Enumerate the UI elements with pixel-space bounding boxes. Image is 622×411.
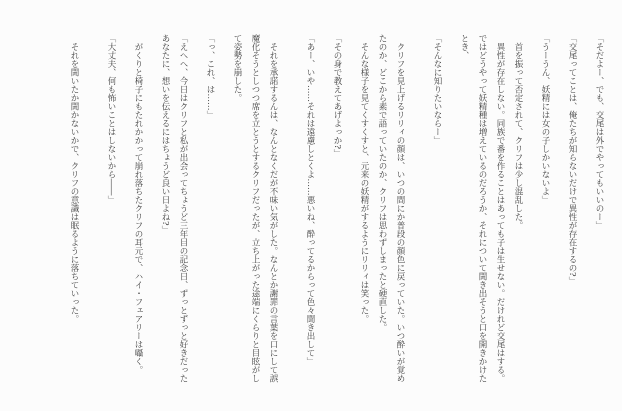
- paragraph: 「そんなに知りたいならー」: [432, 34, 442, 145]
- paragraph: 「えへへ、今日はクリフと私が出会ってちょうど三年目の記念日、ずっとずっと好きだったあなたに、想いを伝えるにはちょうど良い日よね?」: [160, 34, 188, 383]
- paragraph: 首を振って否定されて、クリフは少し混乱した。: [513, 34, 523, 230]
- paragraph: 「っ、これ、は……」: [205, 34, 215, 119]
- paragraph: 異性が存在しない。同族で番を作ることはあっても子は生せない。だけれど交尾はする。ではどうやって妖精種は増えているのだろうか、それについて聞き出そうと口を開きかけたとき、: [459, 34, 505, 383]
- paragraph: それを承諾するんは、なんとなくだが不味い気がした。なんとか謝罪の言葉を口にして誤魔化そうとしつつ席を立とうとするクリフだったが、立ち上がった途端にくらりと目眩がして姿勢を崩した。: [232, 34, 278, 383]
- paragraph: がくりと椅子にもたれかかって崩れ落ちたクリフの耳元で、ハイ・フェアリーは囁く。: [133, 34, 143, 374]
- paragraph: 「交尾ってことは、俺たちが知らないだけで異性が存在するの?」: [567, 34, 577, 286]
- paragraph: クリフを見上げるリリィの顔は、いつの間にか普段の顔色に戻っていた。いつ酔いが覚めたのか、どこから素で語っていたのか、クリフは思わずしまったと硬直した。: [377, 34, 405, 383]
- novel-text-block: [65, 34, 608, 383]
- paragraph: 「うーうん、妖精には女の子しかいないよ」: [540, 34, 550, 204]
- paragraph: それを聞いたか聞かないかで、クリフの意識は眠るように落ちていった。: [69, 34, 79, 323]
- paragraph: 「あー、いや……それは遠慮しとくよ……悪いね、酔ってるからって色々聞き出して」: [305, 34, 315, 366]
- paragraph: 「そだよー、でも、交尾は外でやってもいいのー」: [594, 34, 604, 230]
- paragraph: 「大丈夫、何も怖いことはしないから――」: [106, 34, 116, 204]
- paragraph: そんな様子を見てくすくすと、元来の妖精がするようにリリィは笑った。: [359, 34, 369, 323]
- paragraph: 「その身で教えてあげよっか?」: [332, 34, 342, 158]
